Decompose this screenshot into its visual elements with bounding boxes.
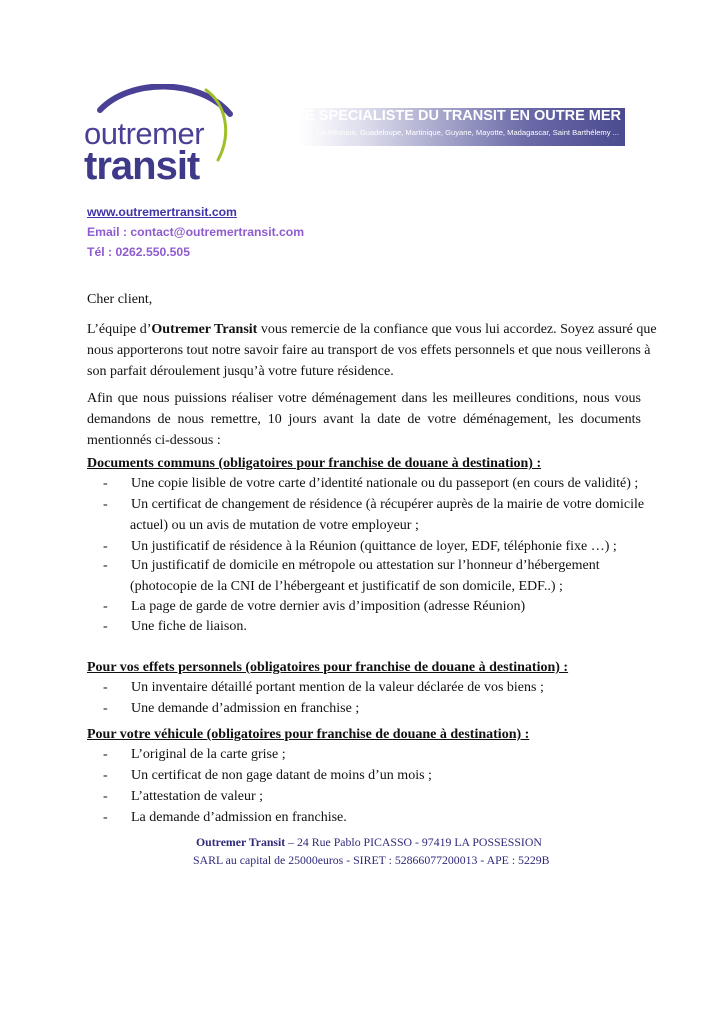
dash-bullet-icon: - xyxy=(103,599,108,614)
list-item-text: Un certificat de changement de résidence (à récupérer auprès de la mairie de votre domicile xyxy=(131,497,645,512)
header-banner xyxy=(296,108,625,146)
section-heading-common: Documents communs (obligatoires pour franchise de douane à destination) : xyxy=(87,456,542,471)
list-item xyxy=(103,766,432,785)
list-item xyxy=(103,699,359,718)
list-item xyxy=(103,745,286,764)
list-item-text: L’original de la carte grise ; xyxy=(131,747,286,762)
list-item-text: La demande d’admission en franchise. xyxy=(131,810,347,825)
footer-address xyxy=(196,835,542,850)
list-item xyxy=(103,787,263,806)
list-item-text: L’attestation de valeur ; xyxy=(131,789,264,804)
intro-text: vous remercie de la confiance que vous lui accordez. Soyez assuré que xyxy=(257,322,657,337)
list-item-text: La page de garde de votre dernier avis d’imposition (adresse Réunion) xyxy=(131,599,526,614)
intro-line-2: nous apporterons tout notre savoir faire au transport de vos effets personnels et que nous veillerons à xyxy=(87,343,651,358)
dash-bullet-icon: - xyxy=(103,476,108,491)
intro-text: L’équipe d’ xyxy=(87,322,152,337)
dash-bullet-icon: - xyxy=(103,789,108,804)
list-item xyxy=(103,537,617,556)
list-item-text: Une demande d’admission en franchise ; xyxy=(131,701,360,716)
list-item-text: Un justificatif de résidence à la Réunion (quittance de loyer, EDF, téléphonie fixe …) ; xyxy=(131,539,617,554)
footer-address-text: – 24 Rue Pablo PICASSO - 97419 LA POSSESSION xyxy=(285,835,542,849)
banner-subtitle: La Réunion, Guadeloupe, Martinique, Guyane, Mayotte, Madagascar, Saint Barthélemy ... xyxy=(316,128,619,137)
list-item-text: Une copie lisible de votre carte d’identité nationale ou du passeport (en cours de validité) ; xyxy=(131,476,639,491)
company-logo xyxy=(80,84,250,190)
section-heading-personal: Pour vos effets personnels (obligatoires pour franchise de douane à destination) : xyxy=(87,660,569,675)
logo-word-outremer: outremer xyxy=(84,116,205,151)
request-line-3: mentionnés ci-dessous : xyxy=(87,433,221,448)
list-item xyxy=(103,808,347,827)
dash-bullet-icon: - xyxy=(103,680,108,695)
greeting: Cher client, xyxy=(87,292,153,307)
dash-bullet-icon: - xyxy=(103,768,108,783)
request-line-2: demandons de nous remettre, 10 jours avant la date de votre déménagement, les documents xyxy=(87,412,641,427)
list-item xyxy=(103,597,525,616)
list-item-continuation: (photocopie de la CNI de l’hébergeant et justificatif de son domicile, EDF..) ; xyxy=(130,579,563,594)
list-item xyxy=(103,495,644,514)
intro-line-1 xyxy=(87,320,657,339)
dash-bullet-icon: - xyxy=(103,701,108,716)
section-heading-vehicle: Pour votre véhicule (obligatoires pour franchise de douane à destination) : xyxy=(87,727,530,742)
footer-company: Outremer Transit xyxy=(196,835,286,849)
dash-bullet-icon: - xyxy=(103,619,108,634)
request-line-1: Afin que nous puissions réaliser votre déménagement dans les meilleures conditions, nous vous xyxy=(87,391,641,406)
footer-legal: SARL au capital de 25000euros - SIRET : 52866077200013 - APE : 5229B xyxy=(193,853,550,867)
dash-bullet-icon: - xyxy=(103,497,108,512)
dash-bullet-icon: - xyxy=(103,747,108,762)
dash-bullet-icon: - xyxy=(103,558,108,573)
list-item-text: Un certificat de non gage datant de moins d’un mois ; xyxy=(131,768,432,783)
list-item xyxy=(103,617,247,636)
banner-title: LE SPECIALISTE DU TRANSIT EN OUTRE MER xyxy=(296,108,621,124)
list-item-text: Un justificatif de domicile en métropole ou attestation sur l’honneur d’hébergement xyxy=(131,558,600,573)
intro-line-3: son parfait déroulement jusqu’à votre future résidence. xyxy=(87,364,394,379)
email-line: Email : contact@outremertransit.com xyxy=(87,225,305,239)
logo-word-transit: transit xyxy=(84,144,200,188)
dash-bullet-icon: - xyxy=(103,539,108,554)
company-name: Outremer Transit xyxy=(151,322,258,337)
website-link[interactable]: www.outremertransit.com xyxy=(87,205,237,219)
dash-bullet-icon: - xyxy=(103,810,108,825)
list-item-text: Un inventaire détaillé portant mention de la valeur déclarée de vos biens ; xyxy=(131,680,544,695)
list-item xyxy=(103,556,600,575)
list-item xyxy=(103,678,544,697)
list-item xyxy=(103,474,638,493)
list-item-text: Une fiche de liaison. xyxy=(131,619,247,634)
phone-line: Tél : 0262.550.505 xyxy=(87,245,190,259)
list-item-continuation: actuel) ou un avis de mutation de votre employeur ; xyxy=(130,518,419,533)
